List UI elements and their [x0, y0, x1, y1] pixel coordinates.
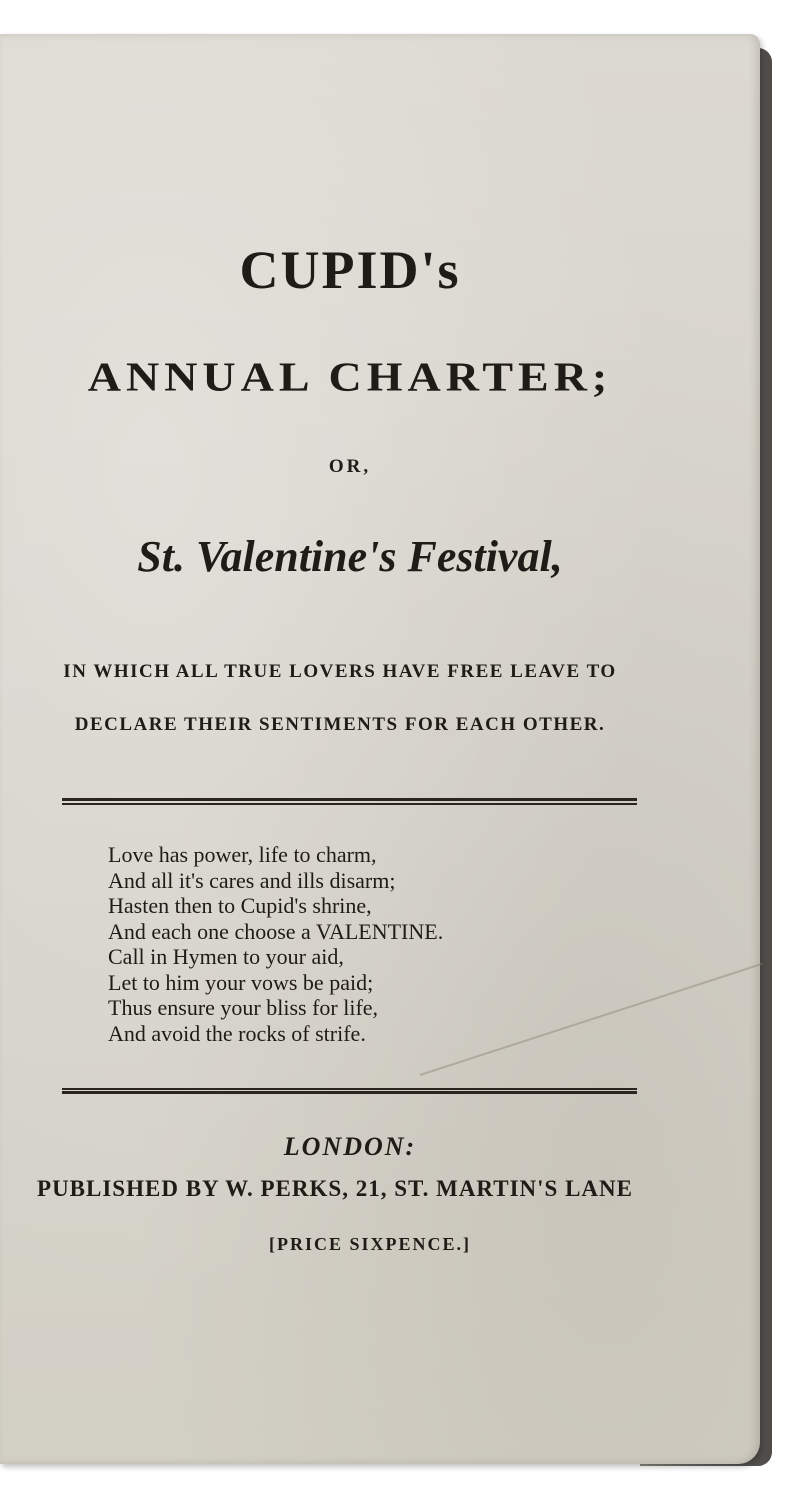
verse-line: Call in Hymen to your aid, [108, 944, 344, 969]
paper-crease [420, 963, 763, 1076]
subtitle-line-1: IN WHICH ALL TRUE LOVERS HAVE FREE LEAVE TO [63, 661, 617, 682]
title-cupids: CUPID's [239, 240, 461, 300]
verse-line: Thus ensure your bliss for life, [108, 995, 379, 1020]
rule-thick-line [62, 798, 637, 801]
verse-line: And all it's cares and ills disarm; [108, 867, 396, 893]
title-connector-or: OR, [328, 456, 372, 477]
verse-line: Love has power, life to charm, [108, 842, 377, 867]
verse-line: And avoid the rocks of strife. [108, 1020, 366, 1046]
verse-line: Let to him your vows be paid; [108, 969, 374, 995]
title-valentines-festival: St. Valentine's Festival, [137, 532, 563, 581]
rule-thin-line [62, 803, 637, 805]
rule-thick-line [62, 1091, 637, 1094]
verse-line: Hasten then to Cupid's shrine, [108, 893, 372, 918]
imprint-city: LONDON: [283, 1132, 417, 1161]
title-page [0, 34, 760, 1464]
imprint-publisher: PUBLISHED BY W. PERKS, 21, ST. MARTIN'S LANE [37, 1176, 633, 1201]
rule-thin-line [62, 1088, 637, 1090]
decorative-rule-top [62, 798, 637, 805]
verse-block [108, 842, 443, 1046]
subtitle-line-2: DECLARE THEIR SENTIMENTS FOR EACH OTHER. [74, 714, 606, 735]
imprint-price: [PRICE SIXPENCE.] [268, 1234, 471, 1254]
title-annual-charter: ANNUAL CHARTER; [87, 353, 613, 400]
verse-line: And each one choose a VALENTINE. [108, 918, 444, 944]
decorative-rule-bottom [62, 1088, 637, 1095]
